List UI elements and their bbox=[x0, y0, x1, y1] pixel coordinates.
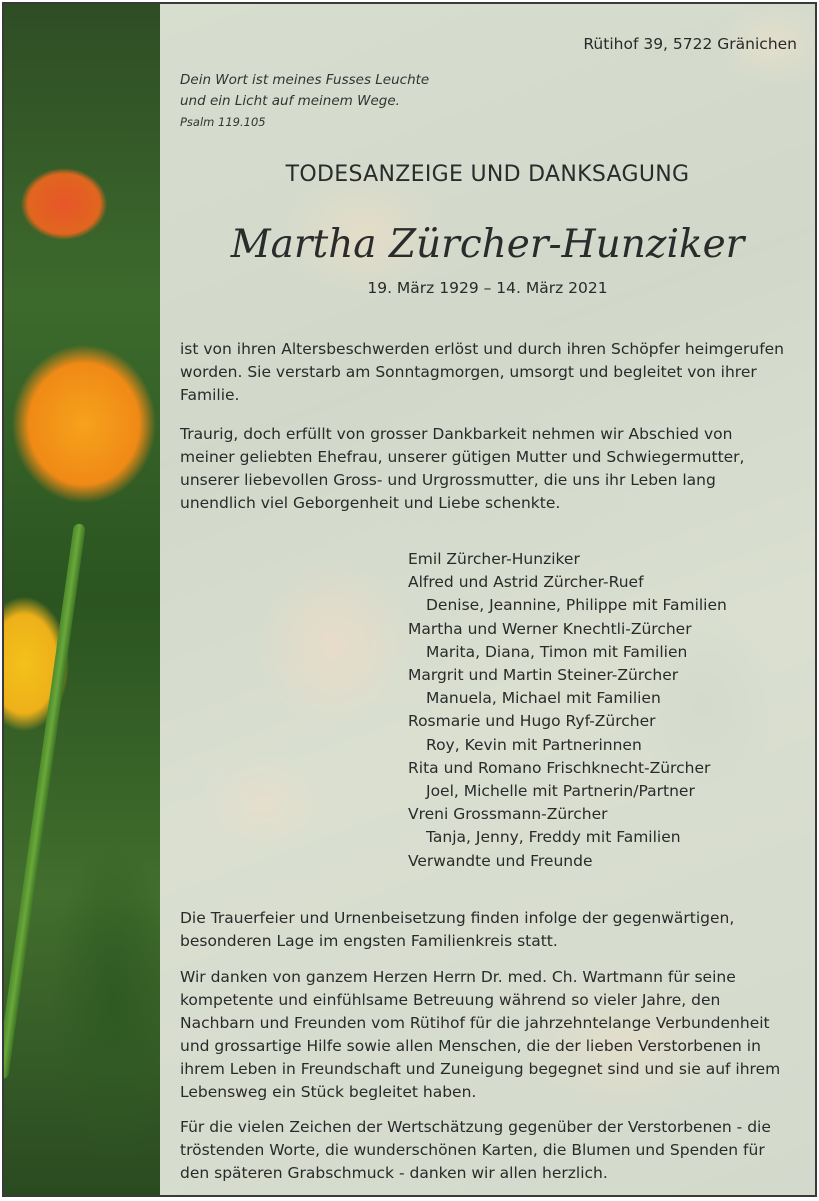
page-title: TODESANZEIGE UND DANKSAGUNG bbox=[285, 162, 690, 187]
farewell-paragraph: Traurig, doch erfüllt von grosser Dankbarkeit nehmen wir Abschied von meiner geliebten Ehefrau, unserer gütigen Mutter und Schwiegermutter, unserer liebevollen Gross- und Urgrossmutter, die uns ihr Leben lang unendlich viel Geborgenheit und Liebe schenkte. bbox=[180, 425, 745, 512]
obituary-content bbox=[160, 4, 815, 1195]
obituary-page bbox=[2, 2, 817, 1197]
family-member: Rosmarie und Hugo Ryf-Zürcher bbox=[408, 712, 656, 731]
thanks-paragraph: Wir danken von ganzem Herzen Herrn Dr. med. Ch. Wartmann für seine kompetente und einfühlsame Betreuung während so vieler Jahre, den Nachbarn und Freunden vom Rütihof für die jahrzehntelange Verbundenheit und grossartige Hilfe sowie allen Menschen, die der lieben Verstorbenen in ihrem Leben in Freundschaft und Zuneigung begegnet sind und sie auf ihrem Lebensweg ein Stück begleitet haben. bbox=[180, 968, 781, 1101]
family-member: Margrit und Martin Steiner-Zürcher bbox=[408, 666, 679, 685]
family-member: Rita und Romano Frischknecht-Zürcher bbox=[408, 758, 711, 777]
bible-quote bbox=[180, 70, 429, 133]
flower-photo bbox=[4, 4, 160, 1195]
address: Rütihof 39, 5722 Gränichen bbox=[583, 35, 797, 53]
family-member: Denise, Jeannine, Philippe mit Familien bbox=[426, 596, 727, 615]
deceased-name: Martha Zürcher-Hunziker bbox=[230, 222, 745, 267]
family-member: Emil Zürcher-Hunziker bbox=[408, 550, 580, 568]
quote-reference: Psalm 119.105 bbox=[180, 115, 266, 129]
intro-paragraph: ist von ihren Altersbeschwerden erlöst und durch ihren Schöpfer heimgerufen worden. Sie verstarb am Sonntagmorgen, umsorgt und begleitet von ihrer Familie. bbox=[180, 340, 785, 404]
family-member: Manuela, Michael mit Familien bbox=[426, 689, 661, 708]
closing-paragraph: Für die vielen Zeichen der Wertschätzung gegenüber der Verstorbenen - die tröstenden Worte, die wunderschönen Karten, die Blumen und Spenden für den späteren Grabschmuck - danken wir allen herzlich. bbox=[180, 1118, 771, 1182]
quote-line-1: Dein Wort ist meines Fusses Leuchte bbox=[180, 72, 430, 88]
flower-stem bbox=[2, 523, 86, 1079]
family-member: Martha und Werner Knechtli-Zürcher bbox=[408, 619, 692, 638]
family-member: Verwandte und Freunde bbox=[408, 851, 593, 870]
family-list bbox=[408, 548, 727, 873]
family-member: Joel, Michelle mit Partnerin/Partner bbox=[426, 782, 695, 801]
family-member: Tanja, Jenny, Freddy mit Familien bbox=[426, 828, 681, 847]
family-member: Alfred und Astrid Zürcher-Ruef bbox=[408, 573, 644, 592]
life-dates: 19. März 1929 – 14. März 2021 bbox=[367, 279, 608, 297]
service-paragraph: Die Trauerfeier und Urnenbeisetzung finden infolge der gegenwärtigen, besonderen Lage im engsten Familienkreis statt. bbox=[180, 909, 735, 950]
family-member: Vreni Grossmann-Zürcher bbox=[408, 805, 608, 824]
quote-line-2: und ein Licht auf meinem Wege. bbox=[180, 93, 400, 109]
family-member: Marita, Diana, Timon mit Familien bbox=[426, 642, 688, 661]
family-member: Roy, Kevin mit Partnerinnen bbox=[426, 735, 642, 754]
